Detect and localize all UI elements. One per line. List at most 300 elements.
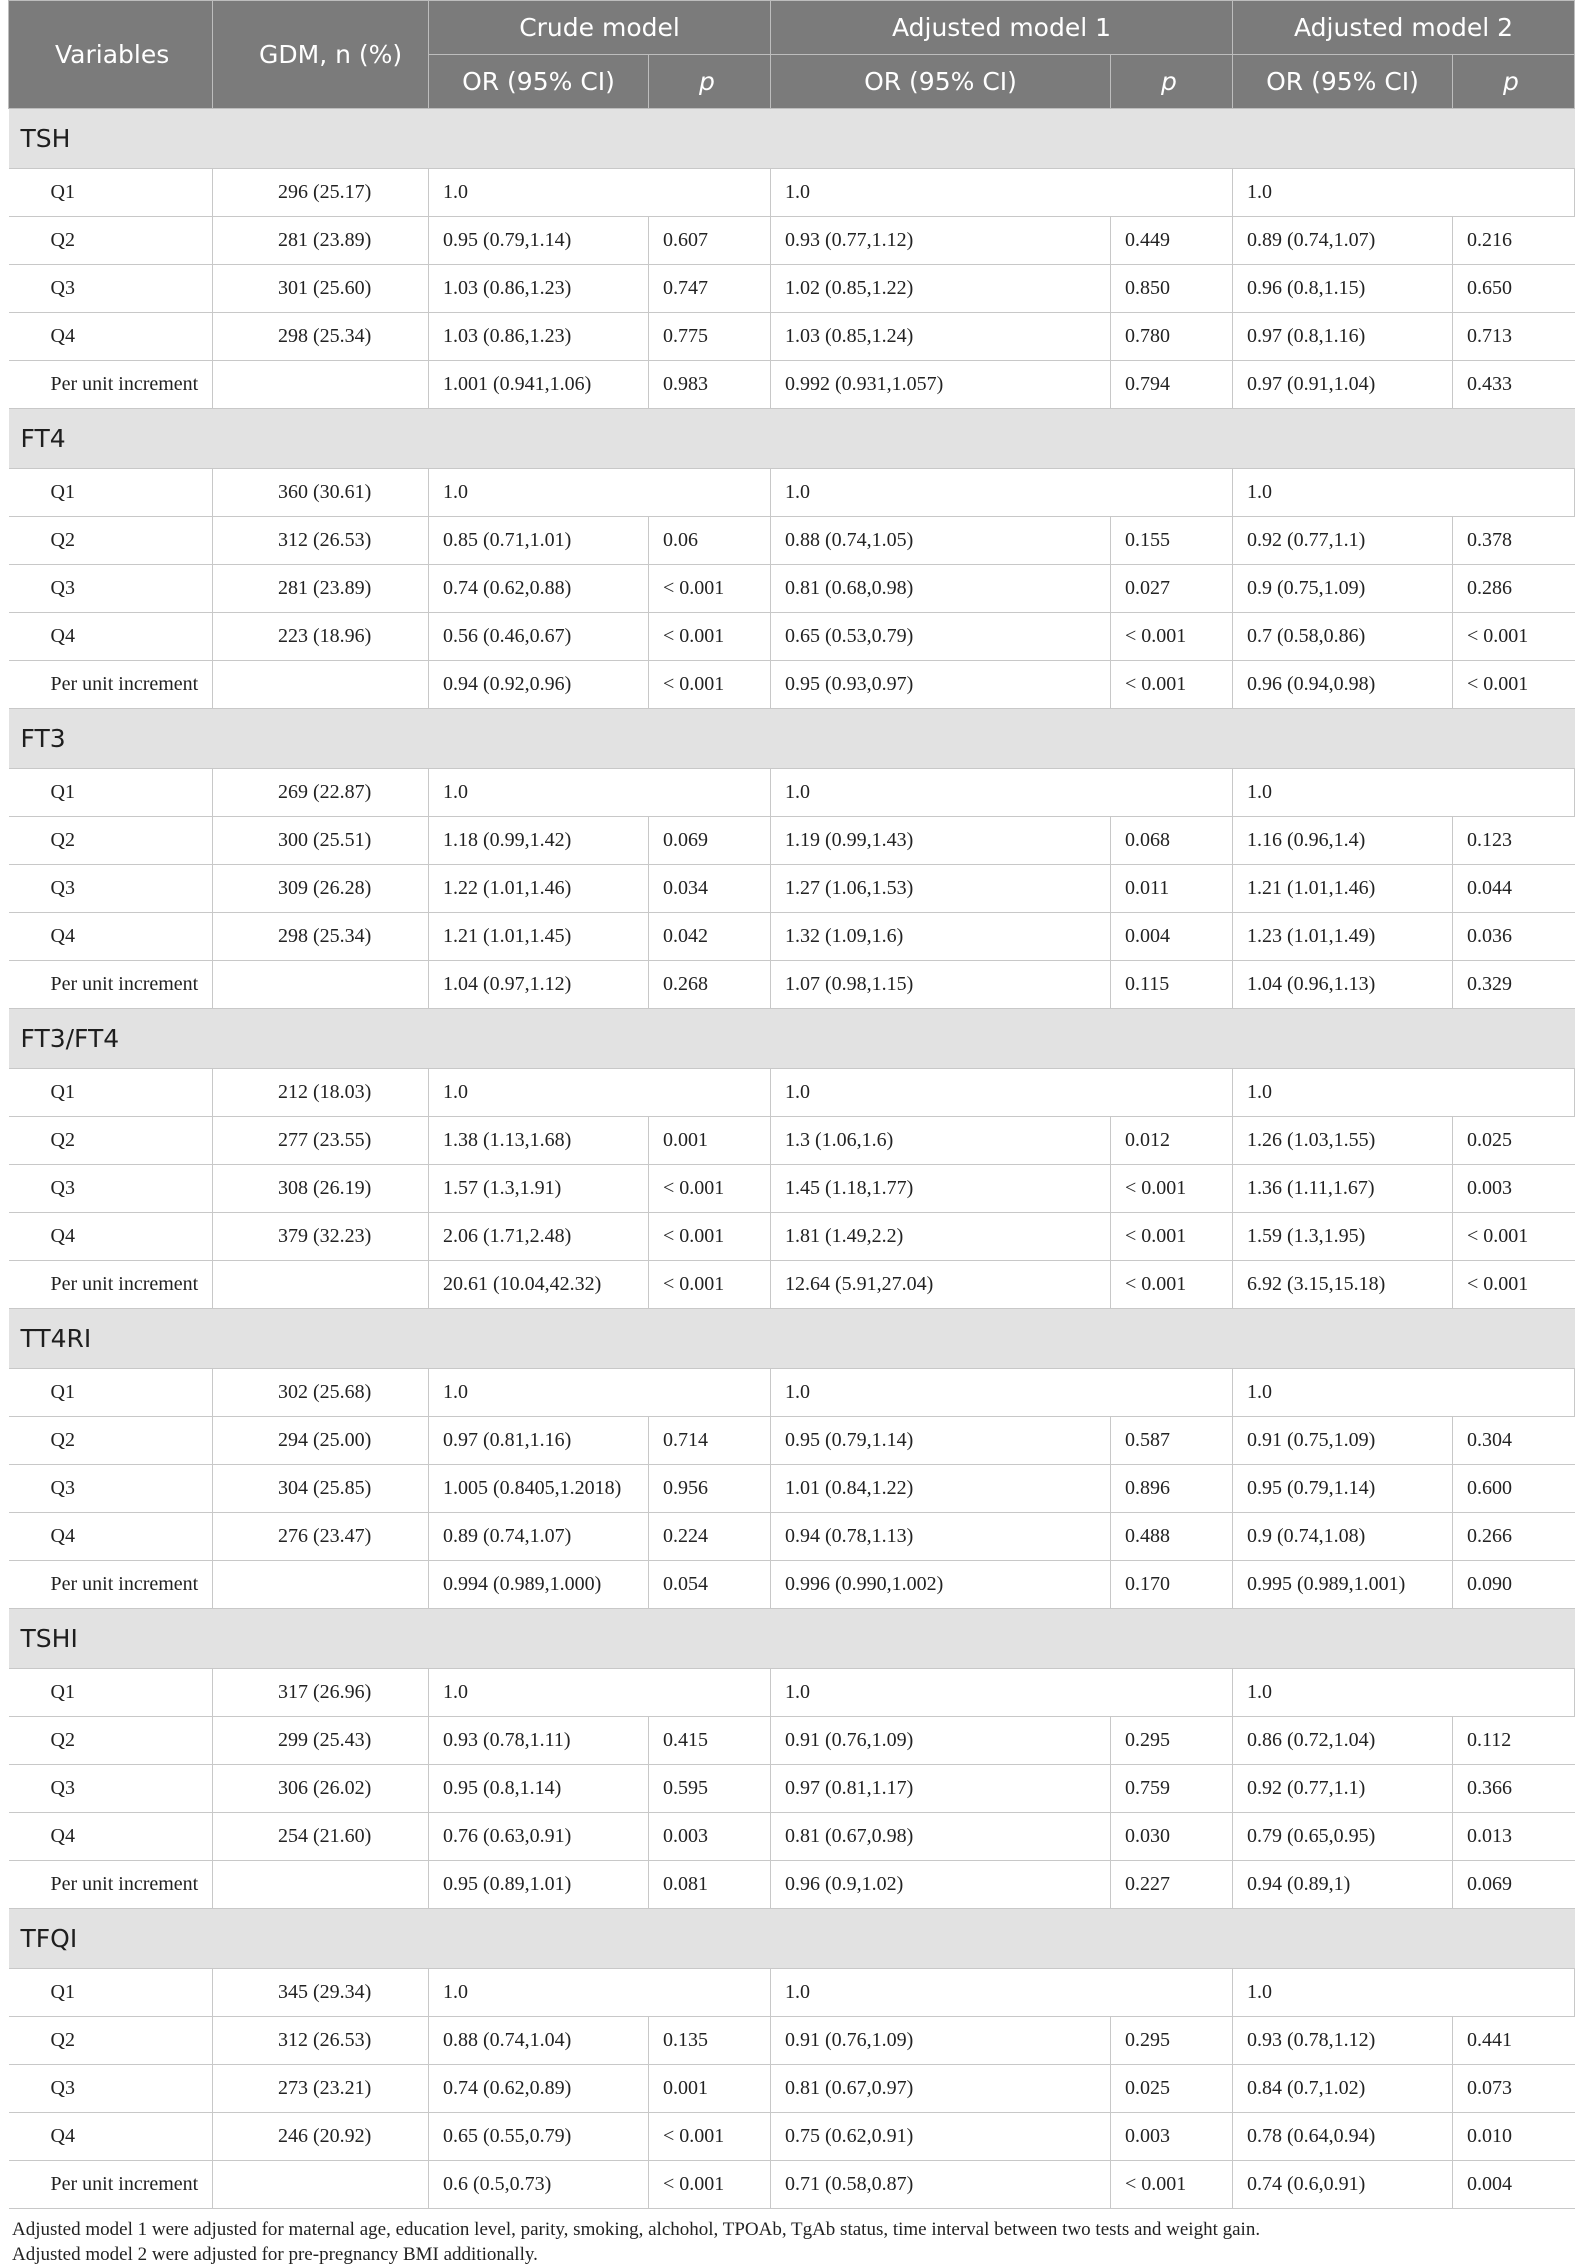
or-ci-cell: 1.0: [429, 1069, 771, 1117]
or-ci-cell: 1.04 (0.96,1.13): [1233, 961, 1453, 1009]
table-row: [9, 2113, 1575, 2161]
row-label: Q1: [9, 1069, 213, 1117]
table-row: [9, 2161, 1575, 2209]
p-value-cell: 0.286: [1453, 565, 1575, 613]
p-value-cell: 0.304: [1453, 1417, 1575, 1465]
row-label: Per unit increment: [9, 661, 213, 709]
p-value-cell: 0.010: [1453, 2113, 1575, 2161]
table-row: [9, 661, 1575, 709]
row-label: Q2: [9, 1717, 213, 1765]
row-label: Per unit increment: [9, 1561, 213, 1609]
gdm-count-cell: 299 (25.43): [213, 1717, 429, 1765]
or-ci-cell: 1.23 (1.01,1.49): [1233, 913, 1453, 961]
or-ci-cell: 1.27 (1.06,1.53): [771, 865, 1111, 913]
gdm-count-cell: 309 (26.28): [213, 865, 429, 913]
or-ci-cell: 0.95 (0.8,1.14): [429, 1765, 649, 1813]
row-label: Q2: [9, 517, 213, 565]
gdm-count-cell: 306 (26.02): [213, 1765, 429, 1813]
or-ci-cell: 1.26 (1.03,1.55): [1233, 1117, 1453, 1165]
footnote: Adjusted model 1 were adjusted for maternal age, education level, parity, smoking, alchohol, TPOAb, TgAb status, time interval between two tests and weight gain.: [12, 2219, 1261, 2240]
gdm-count-cell: 277 (23.55): [213, 1117, 429, 1165]
or-ci-cell: 1.03 (0.86,1.23): [429, 313, 649, 361]
or-ci-cell: 1.001 (0.941,1.06): [429, 361, 649, 409]
p-value-cell: 0.112: [1453, 1717, 1575, 1765]
p-value-cell: 0.775: [649, 313, 771, 361]
gdm-count-cell: [213, 961, 429, 1009]
p-value-cell: 0.06: [649, 517, 771, 565]
or-ci-cell: 1.38 (1.13,1.68): [429, 1117, 649, 1165]
p-value-cell: 0.081: [649, 1861, 771, 1909]
table-row: [9, 2065, 1575, 2113]
row-label: Q1: [9, 1369, 213, 1417]
or-ci-cell: 1.21 (1.01,1.45): [429, 913, 649, 961]
section-title: TFQI: [9, 1909, 1575, 1969]
or-ci-cell: 0.93 (0.77,1.12): [771, 217, 1111, 265]
gdm-count-cell: 345 (29.34): [213, 1969, 429, 2017]
p-value-cell: 0.268: [649, 961, 771, 1009]
or-ci-cell: 0.94 (0.92,0.96): [429, 661, 649, 709]
p-value-cell: 0.433: [1453, 361, 1575, 409]
gdm-count-cell: [213, 1261, 429, 1309]
or-ci-cell: 1.0: [1233, 469, 1575, 517]
p-value-cell: 0.011: [1111, 865, 1233, 913]
p-value-cell: 0.224: [649, 1513, 771, 1561]
p-value-cell: 0.030: [1111, 1813, 1233, 1861]
or-ci-cell: 0.95 (0.79,1.14): [771, 1417, 1111, 1465]
gdm-count-cell: 276 (23.47): [213, 1513, 429, 1561]
p-value-cell: 0.329: [1453, 961, 1575, 1009]
or-ci-cell: 1.19 (0.99,1.43): [771, 817, 1111, 865]
p-value-cell: 0.044: [1453, 865, 1575, 913]
section-row: [9, 1909, 1575, 1969]
gdm-count-cell: 312 (26.53): [213, 517, 429, 565]
gdm-count-cell: [213, 1861, 429, 1909]
or-header: OR (95% CI): [771, 55, 1111, 109]
row-label: Q1: [9, 1969, 213, 2017]
table-footnotes: [8, 2217, 1454, 2267]
or-ci-cell: 0.89 (0.74,1.07): [429, 1513, 649, 1561]
p-value-cell: 0.054: [649, 1561, 771, 1609]
table-row: [9, 469, 1575, 517]
or-ci-cell: 0.95 (0.79,1.14): [429, 217, 649, 265]
p-value-cell: 0.295: [1111, 2017, 1233, 2065]
or-ci-cell: 1.0: [771, 1669, 1233, 1717]
p-value-cell: 0.216: [1453, 217, 1575, 265]
or-ci-cell: 0.94 (0.89,1): [1233, 1861, 1453, 1909]
or-ci-cell: 1.81 (1.49,2.2): [771, 1213, 1111, 1261]
or-ci-cell: 1.03 (0.86,1.23): [429, 265, 649, 313]
p-value-cell: 0.713: [1453, 313, 1575, 361]
p-value-cell: 0.850: [1111, 265, 1233, 313]
row-label: Q1: [9, 169, 213, 217]
or-ci-cell: 1.22 (1.01,1.46): [429, 865, 649, 913]
table-row: [9, 1717, 1575, 1765]
table-row: [9, 169, 1575, 217]
section-title: FT4: [9, 409, 1575, 469]
table-row: [9, 817, 1575, 865]
p-value-cell: 0.135: [649, 2017, 771, 2065]
row-label: Q4: [9, 313, 213, 361]
p-value-cell: < 0.001: [649, 661, 771, 709]
or-ci-cell: 0.81 (0.68,0.98): [771, 565, 1111, 613]
or-ci-cell: 1.59 (1.3,1.95): [1233, 1213, 1453, 1261]
or-ci-cell: 1.0: [1233, 1969, 1575, 2017]
p-value-cell: 0.004: [1453, 2161, 1575, 2209]
p-value-cell: < 0.001: [1453, 1213, 1575, 1261]
p-value-cell: < 0.001: [1453, 1261, 1575, 1309]
p-value-cell: 0.003: [649, 1813, 771, 1861]
table-row: [9, 1513, 1575, 1561]
p-value-cell: < 0.001: [1111, 1165, 1233, 1213]
or-ci-cell: 1.0: [1233, 169, 1575, 217]
row-label: Q3: [9, 1765, 213, 1813]
or-ci-cell: 0.97 (0.91,1.04): [1233, 361, 1453, 409]
table-row: [9, 2017, 1575, 2065]
table-row: [9, 313, 1575, 361]
adjusted-model-2-header: Adjusted model 2: [1233, 1, 1575, 55]
p-value-cell: < 0.001: [649, 2161, 771, 2209]
or-ci-cell: 0.93 (0.78,1.12): [1233, 2017, 1453, 2065]
or-ci-cell: 1.01 (0.84,1.22): [771, 1465, 1111, 1513]
table-row: [9, 769, 1575, 817]
or-ci-cell: 0.992 (0.931,1.057): [771, 361, 1111, 409]
or-ci-cell: 1.04 (0.97,1.12): [429, 961, 649, 1009]
crude-model-header: Crude model: [429, 1, 771, 55]
p-value-cell: 0.441: [1453, 2017, 1575, 2065]
gdm-count-cell: 273 (23.21): [213, 2065, 429, 2113]
or-ci-cell: 1.0: [1233, 1669, 1575, 1717]
p-value-cell: 0.068: [1111, 817, 1233, 865]
table-row: [9, 1969, 1575, 2017]
p-value-cell: 0.090: [1453, 1561, 1575, 1609]
gdm-count-cell: 312 (26.53): [213, 2017, 429, 2065]
or-ci-cell: 1.0: [771, 769, 1233, 817]
table-row: [9, 1213, 1575, 1261]
or-ci-cell: 1.02 (0.85,1.22): [771, 265, 1111, 313]
p-value-cell: 0.378: [1453, 517, 1575, 565]
row-label: Q4: [9, 1813, 213, 1861]
p-value-cell: 0.714: [649, 1417, 771, 1465]
or-ci-cell: 0.95 (0.79,1.14): [1233, 1465, 1453, 1513]
gdm-count-cell: 304 (25.85): [213, 1465, 429, 1513]
or-ci-cell: 0.81 (0.67,0.98): [771, 1813, 1111, 1861]
table-row: [9, 613, 1575, 661]
table-row: [9, 1561, 1575, 1609]
table-row: [9, 865, 1575, 913]
results-table: [8, 0, 1575, 2209]
or-ci-cell: 0.78 (0.64,0.94): [1233, 2113, 1453, 2161]
gdm-count-cell: 212 (18.03): [213, 1069, 429, 1117]
or-header: OR (95% CI): [1233, 55, 1453, 109]
or-ci-cell: 0.74 (0.6,0.91): [1233, 2161, 1453, 2209]
or-ci-cell: 0.97 (0.8,1.16): [1233, 313, 1453, 361]
row-label: Q3: [9, 1165, 213, 1213]
table-row: [9, 1813, 1575, 1861]
gdm-header: GDM, n (%): [213, 1, 429, 109]
row-label: Per unit increment: [9, 961, 213, 1009]
or-ci-cell: 0.65 (0.53,0.79): [771, 613, 1111, 661]
or-ci-cell: 1.32 (1.09,1.6): [771, 913, 1111, 961]
gdm-count-cell: 308 (26.19): [213, 1165, 429, 1213]
table-row: [9, 1369, 1575, 1417]
or-ci-cell: 1.03 (0.85,1.24): [771, 313, 1111, 361]
or-ci-cell: 1.0: [1233, 1069, 1575, 1117]
p-value-cell: 0.415: [649, 1717, 771, 1765]
table-row: [9, 1765, 1575, 1813]
section-row: [9, 409, 1575, 469]
or-ci-cell: 0.93 (0.78,1.11): [429, 1717, 649, 1765]
or-ci-cell: 1.0: [1233, 769, 1575, 817]
section-row: [9, 709, 1575, 769]
table-row: [9, 1669, 1575, 1717]
gdm-count-cell: 360 (30.61): [213, 469, 429, 517]
or-ci-cell: 1.21 (1.01,1.46): [1233, 865, 1453, 913]
p-value-cell: 0.896: [1111, 1465, 1233, 1513]
or-ci-cell: 0.88 (0.74,1.05): [771, 517, 1111, 565]
p-value-cell: 0.449: [1111, 217, 1233, 265]
or-ci-cell: 0.7 (0.58,0.86): [1233, 613, 1453, 661]
or-ci-cell: 0.91 (0.75,1.09): [1233, 1417, 1453, 1465]
p-value-cell: 0.003: [1453, 1165, 1575, 1213]
or-ci-cell: 0.95 (0.89,1.01): [429, 1861, 649, 1909]
p-value-cell: 0.003: [1111, 2113, 1233, 2161]
gdm-count-cell: 301 (25.60): [213, 265, 429, 313]
or-ci-cell: 0.9 (0.75,1.09): [1233, 565, 1453, 613]
p-value-cell: 0.747: [649, 265, 771, 313]
p-value-cell: 0.295: [1111, 1717, 1233, 1765]
gdm-count-cell: 269 (22.87): [213, 769, 429, 817]
or-ci-cell: 0.92 (0.77,1.1): [1233, 1765, 1453, 1813]
or-ci-cell: 0.86 (0.72,1.04): [1233, 1717, 1453, 1765]
p-value-cell: < 0.001: [649, 1165, 771, 1213]
p-value-cell: < 0.001: [649, 613, 771, 661]
section-row: [9, 1609, 1575, 1669]
or-ci-cell: 1.0: [771, 169, 1233, 217]
p-value-cell: 0.069: [649, 817, 771, 865]
table-row: [9, 1117, 1575, 1165]
gdm-count-cell: [213, 2161, 429, 2209]
header-row-top: [9, 1, 1575, 55]
p-value-cell: 0.012: [1111, 1117, 1233, 1165]
gdm-count-cell: 302 (25.68): [213, 1369, 429, 1417]
gdm-count-cell: 379 (32.23): [213, 1213, 429, 1261]
or-ci-cell: 0.75 (0.62,0.91): [771, 2113, 1111, 2161]
row-label: Q4: [9, 613, 213, 661]
p-value-cell: 0.027: [1111, 565, 1233, 613]
or-ci-cell: 1.0: [771, 469, 1233, 517]
gdm-count-cell: 296 (25.17): [213, 169, 429, 217]
p-header: p: [649, 55, 771, 109]
p-header: p: [1111, 55, 1233, 109]
or-ci-cell: 0.74 (0.62,0.89): [429, 2065, 649, 2113]
section-title: FT3/FT4: [9, 1009, 1575, 1069]
table-row: [9, 265, 1575, 313]
or-ci-cell: 0.85 (0.71,1.01): [429, 517, 649, 565]
or-ci-cell: 0.994 (0.989,1.000): [429, 1561, 649, 1609]
or-ci-cell: 0.96 (0.9,1.02): [771, 1861, 1111, 1909]
p-value-cell: 0.266: [1453, 1513, 1575, 1561]
row-label: Per unit increment: [9, 1861, 213, 1909]
or-ci-cell: 0.91 (0.76,1.09): [771, 2017, 1111, 2065]
row-label: Q3: [9, 865, 213, 913]
gdm-count-cell: 254 (21.60): [213, 1813, 429, 1861]
p-value-cell: 0.001: [649, 2065, 771, 2113]
or-ci-cell: 1.005 (0.8405,1.2018): [429, 1465, 649, 1513]
or-ci-cell: 0.9 (0.74,1.08): [1233, 1513, 1453, 1561]
or-ci-cell: 1.07 (0.98,1.15): [771, 961, 1111, 1009]
footnote: Adjusted model 2 were adjusted for pre-pregnancy BMI additionally.: [12, 2244, 538, 2265]
section-row: [9, 1309, 1575, 1369]
table-row: [9, 913, 1575, 961]
table-row: [9, 1465, 1575, 1513]
or-ci-cell: 6.92 (3.15,15.18): [1233, 1261, 1453, 1309]
or-ci-cell: 1.0: [429, 469, 771, 517]
section-row: [9, 1009, 1575, 1069]
table-row: [9, 1165, 1575, 1213]
or-ci-cell: 2.06 (1.71,2.48): [429, 1213, 649, 1261]
or-ci-cell: 1.0: [429, 1969, 771, 2017]
table-row: [9, 1069, 1575, 1117]
or-ci-cell: 0.96 (0.94,0.98): [1233, 661, 1453, 709]
p-value-cell: 0.025: [1111, 2065, 1233, 2113]
or-ci-cell: 1.18 (0.99,1.42): [429, 817, 649, 865]
row-label: Q3: [9, 2065, 213, 2113]
row-label: Q2: [9, 2017, 213, 2065]
or-ci-cell: 0.76 (0.63,0.91): [429, 1813, 649, 1861]
or-ci-cell: 1.0: [429, 769, 771, 817]
p-value-cell: < 0.001: [649, 1261, 771, 1309]
or-ci-cell: 0.97 (0.81,1.17): [771, 1765, 1111, 1813]
row-label: Q3: [9, 1465, 213, 1513]
or-ci-cell: 1.0: [771, 1069, 1233, 1117]
or-ci-cell: 1.0: [429, 1669, 771, 1717]
or-ci-cell: 0.56 (0.46,0.67): [429, 613, 649, 661]
p-value-cell: 0.013: [1453, 1813, 1575, 1861]
row-label: Per unit increment: [9, 2161, 213, 2209]
p-value-cell: 0.004: [1111, 913, 1233, 961]
table-row: [9, 961, 1575, 1009]
or-ci-cell: 0.96 (0.8,1.15): [1233, 265, 1453, 313]
p-value-cell: 0.956: [649, 1465, 771, 1513]
p-value-cell: 0.170: [1111, 1561, 1233, 1609]
row-label: Q2: [9, 817, 213, 865]
p-value-cell: 0.794: [1111, 361, 1233, 409]
or-ci-cell: 12.64 (5.91,27.04): [771, 1261, 1111, 1309]
section-title: TT4RI: [9, 1309, 1575, 1369]
row-label: Q1: [9, 469, 213, 517]
p-value-cell: < 0.001: [1453, 661, 1575, 709]
or-ci-cell: 1.16 (0.96,1.4): [1233, 817, 1453, 865]
row-label: Q1: [9, 769, 213, 817]
table-row: [9, 517, 1575, 565]
gdm-count-cell: 281 (23.89): [213, 565, 429, 613]
or-ci-cell: 20.61 (10.04,42.32): [429, 1261, 649, 1309]
or-ci-cell: 1.0: [429, 169, 771, 217]
or-ci-cell: 0.91 (0.76,1.09): [771, 1717, 1111, 1765]
or-ci-cell: 1.36 (1.11,1.67): [1233, 1165, 1453, 1213]
adjusted-model-1-header: Adjusted model 1: [771, 1, 1233, 55]
or-ci-cell: 0.97 (0.81,1.16): [429, 1417, 649, 1465]
section-title: FT3: [9, 709, 1575, 769]
section-title: TSH: [9, 109, 1575, 169]
or-ci-cell: 1.3 (1.06,1.6): [771, 1117, 1111, 1165]
gdm-count-cell: 223 (18.96): [213, 613, 429, 661]
or-ci-cell: 1.0: [771, 1969, 1233, 2017]
p-value-cell: < 0.001: [1111, 1213, 1233, 1261]
or-ci-cell: 0.74 (0.62,0.88): [429, 565, 649, 613]
p-value-cell: < 0.001: [1453, 613, 1575, 661]
or-ci-cell: 0.94 (0.78,1.13): [771, 1513, 1111, 1561]
p-value-cell: 0.366: [1453, 1765, 1575, 1813]
p-value-cell: 0.123: [1453, 817, 1575, 865]
gdm-count-cell: 294 (25.00): [213, 1417, 429, 1465]
table-row: [9, 217, 1575, 265]
p-value-cell: < 0.001: [1111, 2161, 1233, 2209]
p-value-cell: 0.115: [1111, 961, 1233, 1009]
row-label: Q2: [9, 1417, 213, 1465]
p-value-cell: < 0.001: [1111, 613, 1233, 661]
table-row: [9, 1417, 1575, 1465]
p-value-cell: 0.600: [1453, 1465, 1575, 1513]
or-ci-cell: 0.995 (0.989,1.001): [1233, 1561, 1453, 1609]
p-value-cell: < 0.001: [649, 1213, 771, 1261]
table-container: [8, 0, 1529, 2267]
or-ci-cell: 1.0: [771, 1369, 1233, 1417]
row-label: Per unit increment: [9, 1261, 213, 1309]
p-value-cell: 0.069: [1453, 1861, 1575, 1909]
table-row: [9, 1261, 1575, 1309]
p-value-cell: < 0.001: [649, 2113, 771, 2161]
or-ci-cell: 0.92 (0.77,1.1): [1233, 517, 1453, 565]
row-label: Q4: [9, 1213, 213, 1261]
p-value-cell: 0.155: [1111, 517, 1233, 565]
or-ci-cell: 0.79 (0.65,0.95): [1233, 1813, 1453, 1861]
or-ci-cell: 1.45 (1.18,1.77): [771, 1165, 1111, 1213]
p-value-cell: 0.650: [1453, 265, 1575, 313]
gdm-count-cell: 298 (25.34): [213, 313, 429, 361]
section-row: [9, 109, 1575, 169]
p-value-cell: < 0.001: [1111, 1261, 1233, 1309]
or-header: OR (95% CI): [429, 55, 649, 109]
or-ci-cell: 0.89 (0.74,1.07): [1233, 217, 1453, 265]
p-value-cell: 0.025: [1453, 1117, 1575, 1165]
p-value-cell: 0.607: [649, 217, 771, 265]
p-header: p: [1453, 55, 1575, 109]
gdm-count-cell: [213, 361, 429, 409]
p-value-cell: < 0.001: [649, 565, 771, 613]
table-header: [9, 1, 1575, 109]
or-ci-cell: 1.57 (1.3,1.91): [429, 1165, 649, 1213]
or-ci-cell: 0.65 (0.55,0.79): [429, 2113, 649, 2161]
or-ci-cell: 1.0: [1233, 1369, 1575, 1417]
section-title: TSHI: [9, 1609, 1575, 1669]
p-value-cell: 0.595: [649, 1765, 771, 1813]
or-ci-cell: 0.84 (0.7,1.02): [1233, 2065, 1453, 2113]
gdm-count-cell: 246 (20.92): [213, 2113, 429, 2161]
or-ci-cell: 0.81 (0.67,0.97): [771, 2065, 1111, 2113]
gdm-count-cell: 298 (25.34): [213, 913, 429, 961]
p-value-cell: 0.488: [1111, 1513, 1233, 1561]
gdm-count-cell: [213, 661, 429, 709]
or-ci-cell: 1.0: [429, 1369, 771, 1417]
p-value-cell: 0.073: [1453, 2065, 1575, 2113]
or-ci-cell: 0.88 (0.74,1.04): [429, 2017, 649, 2065]
p-value-cell: 0.036: [1453, 913, 1575, 961]
p-value-cell: 0.759: [1111, 1765, 1233, 1813]
row-label: Q4: [9, 2113, 213, 2161]
or-ci-cell: 0.71 (0.58,0.87): [771, 2161, 1111, 2209]
p-value-cell: 0.587: [1111, 1417, 1233, 1465]
